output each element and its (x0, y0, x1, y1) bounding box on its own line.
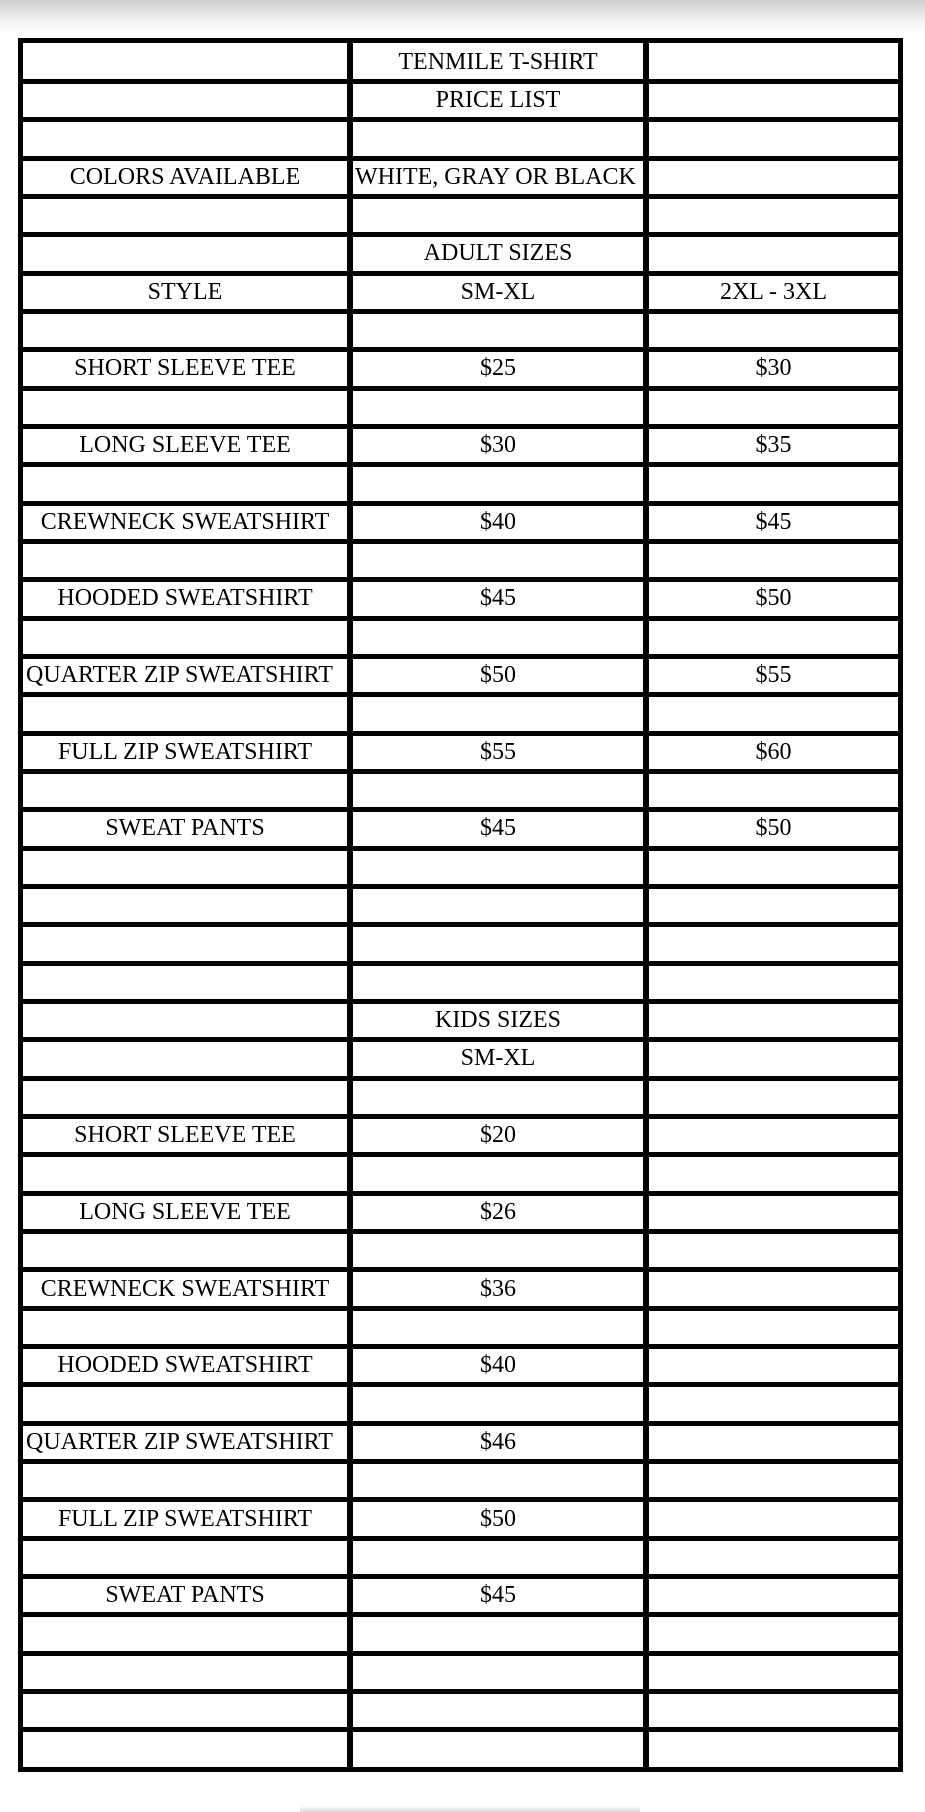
sm-xl-price: $50 (480, 1505, 516, 1532)
style-cell: SWEAT PANTS (105, 1582, 265, 1609)
adult-sizes-heading: ADULT SIZES (423, 240, 573, 267)
style-cell: FULL ZIP SWEATSHIRT (57, 1505, 313, 1532)
sm-xl-price: $20 (480, 1122, 516, 1149)
kids-column-header-row (23, 1040, 898, 1078)
style-cell: SHORT SLEEVE TEE (74, 355, 296, 382)
table-row (23, 1270, 898, 1308)
2xl-3xl-price: $60 (755, 738, 792, 765)
table-row (23, 1347, 898, 1385)
table-row (23, 580, 898, 618)
subtitle-row (23, 81, 898, 119)
colors-label: COLORS AVAILABLE (69, 163, 301, 190)
style-cell: QUARTER ZIP SWEATSHIRT (26, 662, 333, 689)
table-row (23, 1193, 898, 1231)
price-list-sheet (18, 38, 903, 1772)
row-divider (23, 1727, 898, 1732)
table-row (23, 1117, 898, 1155)
sm-xl-price: $40 (480, 508, 516, 535)
colors-value: WHITE, GRAY OR BLACK (355, 163, 636, 190)
style-cell: SWEAT PANTS (105, 815, 265, 842)
kids-sm-xl-column-header: SM-XL (460, 1045, 536, 1072)
row-divider (23, 1689, 898, 1694)
style-cell: SHORT SLEEVE TEE (74, 1122, 296, 1149)
price-list-subtitle: PRICE LIST (435, 86, 561, 113)
page-bottom-edge (300, 1806, 640, 1812)
table-row (23, 350, 898, 388)
sm-xl-price: $46 (480, 1428, 516, 1455)
sm-xl-price: $50 (480, 662, 516, 689)
style-cell: CREWNECK SWEATSHIRT (40, 508, 330, 535)
style-cell: CREWNECK SWEATSHIRT (40, 1275, 330, 1302)
style-cell: QUARTER ZIP SWEATSHIRT (26, 1428, 333, 1455)
adult-column-header-row (23, 273, 898, 311)
row-divider (23, 1651, 898, 1656)
table-row (23, 1577, 898, 1615)
kids-sizes-heading: KIDS SIZES (434, 1007, 561, 1034)
kids-heading-row (23, 1002, 898, 1040)
style-cell: HOODED SWEATSHIRT (57, 585, 313, 612)
top-shadow (0, 0, 925, 34)
row-divider (23, 961, 898, 966)
table-row (23, 810, 898, 848)
2xl-3xl-price: $30 (755, 355, 792, 382)
style-cell: FULL ZIP SWEATSHIRT (57, 738, 313, 765)
2xl-3xl-price: $45 (755, 508, 792, 535)
style-column-header: STYLE (147, 278, 223, 305)
table-row (23, 1500, 898, 1538)
2xl-3xl-price: $50 (755, 585, 792, 612)
2xl-3xl-price: $35 (755, 432, 792, 459)
sm-xl-price: $36 (480, 1275, 516, 1302)
style-cell: LONG SLEEVE TEE (79, 432, 291, 459)
adult-heading-row (23, 235, 898, 273)
2xl-3xl-column-header: 2XL - 3XL (719, 278, 828, 305)
2xl-3xl-price: $50 (755, 815, 792, 842)
sm-xl-column-header: SM-XL (460, 278, 536, 305)
table-row (23, 426, 898, 464)
sm-xl-price: $45 (480, 585, 516, 612)
sm-xl-price: $45 (480, 1582, 516, 1609)
table-row (23, 733, 898, 771)
price-list-title: TENMILE T-SHIRT (398, 48, 598, 75)
title-row (23, 43, 898, 81)
sm-xl-price: $30 (480, 432, 516, 459)
sm-xl-price: $55 (480, 738, 516, 765)
row-divider (23, 884, 898, 889)
style-cell: HOODED SWEATSHIRT (57, 1352, 313, 1379)
style-cell: LONG SLEEVE TEE (79, 1198, 291, 1225)
colors-row (23, 158, 898, 196)
sm-xl-price: $26 (480, 1198, 516, 1225)
sm-xl-price: $40 (480, 1352, 516, 1379)
table-row (23, 503, 898, 541)
row-divider (23, 922, 898, 927)
table-row (23, 656, 898, 694)
sm-xl-price: $45 (480, 815, 516, 842)
sm-xl-price: $25 (480, 355, 516, 382)
2xl-3xl-price: $55 (755, 662, 792, 689)
table-row (23, 1423, 898, 1461)
